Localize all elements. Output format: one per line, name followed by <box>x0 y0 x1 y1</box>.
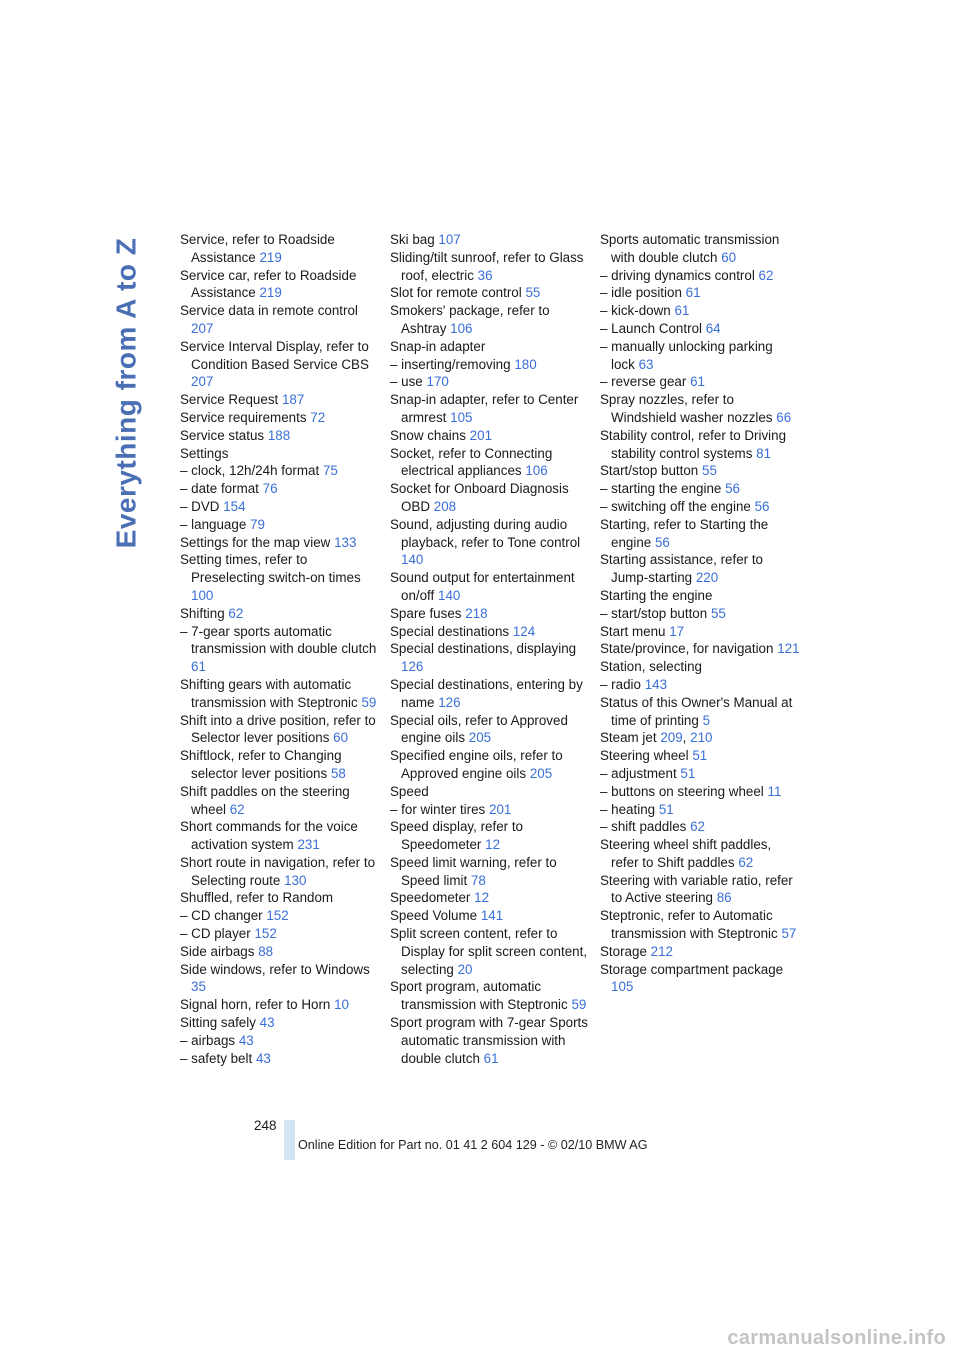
page-reference-link[interactable]: 201 <box>469 427 493 443</box>
index-entry-text: Service status <box>180 427 265 443</box>
page-reference-link[interactable]: 88 <box>258 943 274 959</box>
index-entry <box>180 498 380 516</box>
index-entry-text: – reverse gear <box>600 374 687 390</box>
index-entry <box>390 302 590 338</box>
index-entry <box>600 783 800 801</box>
index-entry <box>390 391 590 427</box>
page-reference-link[interactable]: 180 <box>514 356 537 372</box>
index-entry <box>600 747 800 765</box>
index-entry-text: Sport program, automatic transmission with Steptronic <box>390 979 568 1013</box>
index-entry <box>180 889 380 907</box>
index-entry <box>180 231 380 267</box>
index-entry <box>390 249 590 285</box>
index-entry <box>600 391 800 427</box>
index-entry-text: – adjustment <box>600 765 677 781</box>
index-entry-text: Special destinations <box>390 623 510 639</box>
page-reference-link[interactable]: 121 <box>777 641 800 657</box>
index-entry <box>390 516 590 569</box>
index-entry <box>390 640 590 676</box>
page-reference-link[interactable]: 207 <box>191 320 214 336</box>
index-entry-text: Sound output for entertainment on/off <box>390 570 575 603</box>
index-entry-text: Shuffled, refer to Random <box>180 890 334 906</box>
chapter-side-title-text: Everything from A to Z <box>110 237 141 549</box>
page-reference-link[interactable]: 231 <box>297 837 320 853</box>
index-entry-text: Special oils, refer to Approved engine oils <box>390 712 568 746</box>
index-entry <box>600 605 800 623</box>
page-reference-link[interactable]: 60 <box>333 730 349 746</box>
page-reference-link[interactable]: 51 <box>692 748 708 764</box>
index-entry <box>180 516 380 534</box>
index-entry <box>180 1050 380 1068</box>
page-reference-link[interactable]: 72 <box>310 409 326 425</box>
index-entry <box>180 391 380 409</box>
page-reference-link[interactable]: 106 <box>450 320 473 336</box>
page-reference-link[interactable]: 219 <box>259 249 282 265</box>
index-entry <box>180 302 380 338</box>
index-entry <box>390 1014 590 1067</box>
index-entry-text: Starting, refer to Starting the engine <box>600 516 769 550</box>
index-entry <box>600 943 800 961</box>
index-entry-text: – use <box>390 374 423 390</box>
index-entry <box>390 373 590 391</box>
page-reference-link[interactable]: 201 <box>489 801 512 817</box>
index-entry-text: Service, refer to Roadside Assistance <box>180 232 335 265</box>
index-entry <box>180 480 380 498</box>
watermark: carmanualsonline.info <box>727 1327 946 1349</box>
index-entry <box>180 338 380 391</box>
index-entry-text: – Launch Control <box>600 320 702 336</box>
page-reference-link[interactable]: 154 <box>223 498 246 514</box>
index-entry <box>180 1014 380 1032</box>
index-entry-text: – shift paddles <box>600 819 687 835</box>
page-reference-link[interactable]: 152 <box>266 908 289 924</box>
page-reference-link[interactable]: 141 <box>480 908 504 924</box>
page-reference-link[interactable]: 36 <box>477 267 493 283</box>
index-entry-text: Storage <box>600 943 647 959</box>
page-reference-link[interactable]: 59 <box>361 694 377 710</box>
page-reference-link[interactable]: 187 <box>281 392 305 408</box>
index-entry <box>180 712 380 748</box>
page-reference-link[interactable]: 210 <box>690 730 713 746</box>
index-entry-text: Slot for remote control <box>390 285 522 301</box>
index-entry <box>180 409 380 427</box>
index-entry <box>600 872 800 908</box>
page-reference-link[interactable]: 124 <box>512 623 536 639</box>
index-entry-text: Station, selecting <box>600 659 702 675</box>
page-reference-link[interactable]: 51 <box>680 765 696 781</box>
index-entry-text: Sports automatic transmission with double clutch <box>600 232 780 265</box>
page-reference-link[interactable]: 81 <box>756 445 772 461</box>
index-entry <box>600 587 800 605</box>
index-entry-text: Start/stop button <box>600 463 699 479</box>
index-entry <box>180 943 380 961</box>
index-entry-text: Steering with variable ratio, refer to Active steering <box>600 872 793 906</box>
index-entry <box>600 231 800 267</box>
index-entry-text: – for winter tires <box>390 801 486 817</box>
index-entry <box>180 623 380 676</box>
page-reference-link[interactable]: 220 <box>695 570 719 586</box>
chapter-side-title <box>104 228 148 558</box>
index-entry-text: Steering wheel shift paddles, refer to Shift paddles <box>600 837 772 870</box>
index-entry-text: Settings for the map view <box>180 534 331 550</box>
page-reference-link[interactable]: 219 <box>259 285 282 301</box>
index-entry <box>600 801 800 819</box>
page-reference-link[interactable]: 60 <box>721 249 737 265</box>
page-reference-link[interactable]: 75 <box>322 463 338 479</box>
index-entry-text: Snow chains <box>390 427 466 443</box>
index-entry-text: Special destinations, displaying <box>390 641 577 657</box>
index-entry <box>600 302 800 320</box>
page-reference-link[interactable]: 76 <box>262 481 278 497</box>
page-reference-link[interactable]: 35 <box>191 979 206 995</box>
page-reference-link[interactable]: 10 <box>334 997 349 1013</box>
index-entry <box>600 462 800 480</box>
index-entry-text: – airbags <box>180 1032 236 1048</box>
page-reference-link[interactable]: 208 <box>433 498 457 514</box>
index-entry <box>390 231 590 249</box>
page-reference-link[interactable]: 5 <box>702 712 711 728</box>
index-entry <box>390 978 590 1014</box>
index-entry-text: Steering wheel <box>600 748 689 764</box>
index-entry <box>180 783 380 819</box>
index-entry-text: Setting times, refer to Preselecting switch-on times <box>180 552 361 586</box>
index-entry-text: Socket, refer to Connecting electrical appliances <box>390 445 553 479</box>
index-entry <box>390 445 590 481</box>
page-reference-link[interactable]: 62 <box>738 854 754 870</box>
index-entry <box>600 338 800 374</box>
page-number: 248 <box>254 1118 277 1133</box>
page-reference-link[interactable]: 79 <box>250 516 265 532</box>
index-entry <box>600 623 800 641</box>
index-entry <box>600 427 800 463</box>
index-entry-text: Speed <box>390 783 429 799</box>
index-entry-text: Starting the engine <box>600 587 713 603</box>
index-entry-text: Service Request <box>180 392 279 408</box>
index-entry-text: Special destinations, entering by name <box>390 676 583 710</box>
page-reference-link[interactable]: 59 <box>571 997 587 1013</box>
index-entry-text: – switching off the engine <box>600 498 751 514</box>
page-reference-link[interactable]: 55 <box>710 605 726 621</box>
index-entry <box>180 462 380 480</box>
index-entry-text: Speedometer <box>390 890 471 906</box>
index-entry <box>180 925 380 943</box>
index-entry-text: Snap-in adapter, refer to Center armrest <box>390 392 579 425</box>
index-entry-text: Side windows, refer to Windows <box>180 961 370 977</box>
index-entry-text: Ski bag <box>390 232 435 247</box>
index-entry <box>180 961 380 997</box>
page-reference-link[interactable]: 62 <box>229 801 245 817</box>
page-reference-link[interactable]: 56 <box>754 498 770 514</box>
index-entry <box>180 747 380 783</box>
index-entry-text: – buttons on steering wheel <box>600 783 764 799</box>
page-reference-link[interactable]: 43 <box>238 1032 254 1048</box>
index-entry <box>180 267 380 303</box>
index-entry-text: Smokers' package, refer to Ashtray <box>390 303 550 336</box>
index-entry-text: – radio <box>600 676 641 692</box>
page-reference-link[interactable]: 62 <box>228 605 244 621</box>
index-entry <box>600 765 800 783</box>
index-entry-text: Specified engine oils, refer to Approved engine oils <box>390 748 563 781</box>
index-entry <box>390 818 590 854</box>
index-entry <box>390 676 590 712</box>
index-entry-text: Steam jet <box>600 730 657 746</box>
index-entry <box>180 818 380 854</box>
page-reference-link[interactable]: 64 <box>705 320 721 336</box>
page-reference-link[interactable]: 61 <box>483 1050 499 1066</box>
index-entry-text: Short route in navigation, refer to Selecting route <box>180 854 376 888</box>
page-reference-link[interactable]: 61 <box>685 285 701 301</box>
index-column-1 <box>180 231 380 1067</box>
index-column-2 <box>390 231 590 1067</box>
index-entry-text: Stability control, refer to Driving stability control systems <box>600 427 787 461</box>
index-entry-text: Shifting <box>180 605 225 621</box>
page-reference-link[interactable]: 55 <box>525 285 541 301</box>
page-reference-link[interactable]: 218 <box>465 605 488 621</box>
index-entry-text: Speed display, refer to Speedometer <box>390 819 523 853</box>
page-reference-link[interactable]: 105 <box>611 979 634 995</box>
index-entry <box>600 961 800 997</box>
index-entry-text: Shifting gears with automatic transmission with Steptronic <box>180 676 358 710</box>
index-entry <box>390 925 590 978</box>
page-reference-link[interactable]: 86 <box>716 890 732 906</box>
index-entry-text: Socket for Onboard Diagnosis OBD <box>390 481 569 514</box>
index-entry <box>390 907 590 925</box>
page-reference-link[interactable]: 43 <box>255 1050 271 1066</box>
index-entry-text: – safety belt <box>180 1050 253 1066</box>
index-entry-text: – start/stop button <box>600 605 708 621</box>
index-entry <box>180 534 380 552</box>
page-reference-link[interactable]: 51 <box>658 801 674 817</box>
index-entry-text: Shift into a drive position, refer to Selector lever positions <box>180 712 376 746</box>
index-entry <box>390 605 590 623</box>
page-reference-link[interactable]: 170 <box>426 374 449 390</box>
index-entry-text: Starting assistance, refer to Jump-starting <box>600 552 763 586</box>
index-entry <box>600 267 800 285</box>
index-entry-text: – starting the engine <box>600 481 722 497</box>
index-entry <box>600 284 800 302</box>
page-reference-link[interactable]: 12 <box>485 837 501 853</box>
page-reference-link[interactable]: 107 <box>438 232 461 247</box>
page-reference-link[interactable]: 126 <box>401 659 424 675</box>
index-entry <box>180 854 380 890</box>
index-entry <box>390 889 590 907</box>
page-reference-link[interactable]: 126 <box>438 694 461 710</box>
index-entry-text: Speed limit warning, refer to Speed limit <box>390 854 557 888</box>
page-reference-link[interactable]: 57 <box>781 926 797 942</box>
page-reference-link[interactable]: 63 <box>638 356 654 372</box>
index-entry-text: Shiftlock, refer to Changing selector lever positions <box>180 748 342 781</box>
index-entry <box>390 480 590 516</box>
page-reference-link[interactable]: 12 <box>474 890 490 906</box>
page-reference-link[interactable]: 56 <box>654 534 670 550</box>
index-entry-text: Split screen content, refer to Display for split screen content, selecting <box>390 926 588 977</box>
page-reference-link[interactable]: 143 <box>644 676 668 692</box>
index-entry-text: – 7-gear sports automatic transmission with double clutch <box>180 623 377 657</box>
page-reference-link[interactable]: 130 <box>284 872 307 888</box>
index-entry <box>180 427 380 445</box>
index-entry <box>390 747 590 783</box>
page-reference-link[interactable]: 133 <box>334 534 357 550</box>
index-entry-text: – CD player <box>180 926 251 942</box>
index-entry <box>600 480 800 498</box>
page-reference-link[interactable]: 66 <box>776 409 792 425</box>
index-entry <box>600 836 800 872</box>
index-entry-text: Sound, adjusting during audio playback, refer to Tone control <box>390 516 581 550</box>
index-entry-text: Sport program with 7-gear Sports automatic transmission with double clutch <box>390 1015 588 1066</box>
index-entry-text: Service requirements <box>180 409 307 425</box>
index-entry <box>600 694 800 730</box>
index-entry <box>180 551 380 604</box>
page-reference-link[interactable]: 205 <box>529 765 553 781</box>
index-entry-text: Status of this Owner's Manual at time of printing <box>600 694 793 728</box>
page-reference-link[interactable]: 105 <box>450 409 473 425</box>
page-reference-link[interactable]: 209 <box>660 730 683 746</box>
index-entry-text: – CD changer <box>180 908 263 924</box>
page-reference-link[interactable]: 58 <box>330 765 346 781</box>
page-reference-link[interactable]: 100 <box>191 587 214 603</box>
page-reference-link[interactable]: 20 <box>457 961 473 977</box>
index-entry-text: Steptronic, refer to Automatic transmission with Steptronic <box>600 908 778 942</box>
index-entry-text: – manually unlocking parking lock <box>600 338 773 372</box>
page-reference-link[interactable]: 61 <box>674 303 690 319</box>
index-entry <box>600 676 800 694</box>
page-reference-link[interactable]: 212 <box>650 943 673 959</box>
index-entry <box>180 676 380 712</box>
page-reference-link[interactable]: 140 <box>401 552 424 568</box>
index-entry <box>180 907 380 925</box>
index-entry <box>390 801 590 819</box>
index-entry-text: – date format <box>180 481 259 497</box>
index-entry <box>390 356 590 374</box>
page-reference-link[interactable]: 61 <box>191 659 206 675</box>
index-entry <box>390 569 590 605</box>
index-entry-text: – idle position <box>600 285 682 301</box>
index-entry <box>390 284 590 302</box>
index-entry <box>180 996 380 1014</box>
index-entry-text: Start menu <box>600 623 666 639</box>
index-column-3 <box>600 231 800 996</box>
index-entry <box>180 445 380 463</box>
index-entry-text: Storage compartment package <box>600 961 784 977</box>
index-entry-text: Spray nozzles, refer to Windshield washer nozzles <box>600 392 773 425</box>
index-entry-text: – DVD <box>180 498 220 514</box>
index-entry-text: Service data in remote control <box>180 303 358 319</box>
index-entry <box>180 1032 380 1050</box>
page-reference-link[interactable]: 62 <box>690 819 705 835</box>
index-entry <box>600 551 800 587</box>
index-entry-text: Settings <box>180 445 229 461</box>
index-entry-text: Service car, refer to Roadside Assistance <box>180 267 357 301</box>
page-reference-link[interactable]: 11 <box>767 783 782 799</box>
index-entry <box>390 712 590 748</box>
page-reference-link[interactable]: 61 <box>690 374 705 390</box>
index-entry <box>600 516 800 552</box>
index-entry-text: Sitting safely <box>180 1015 256 1031</box>
index-entry-text: Service Interval Display, refer to Condition Based Service CBS <box>180 338 369 372</box>
index-entry <box>390 338 590 356</box>
index-entry-text: Shift paddles on the steering wheel <box>180 783 350 817</box>
index-entry-text: – driving dynamics control <box>600 267 755 283</box>
index-entry <box>600 320 800 338</box>
footer-accent-bar <box>284 1120 295 1160</box>
index-entry <box>600 640 800 658</box>
index-entry-text: Sliding/tilt sunroof, refer to Glass roof, electric <box>390 249 584 283</box>
index-entry <box>600 818 800 836</box>
index-entry <box>390 783 590 801</box>
page-reference-link[interactable]: 188 <box>267 427 291 443</box>
index-entry <box>390 427 590 445</box>
index-entry-text: – kick-down <box>600 303 671 319</box>
index-entry <box>600 498 800 516</box>
page-reference-link[interactable]: 106 <box>525 463 548 479</box>
page-reference-link[interactable]: 43 <box>259 1015 275 1031</box>
index-entry-text: Signal horn, refer to Horn <box>180 997 331 1013</box>
index-entry-text: – inserting/removing <box>390 356 511 372</box>
index-entry-text: – heating <box>600 801 656 817</box>
index-entry-text: Side airbags <box>180 943 255 959</box>
page-reference-link[interactable]: 205 <box>468 730 492 746</box>
page-reference-link[interactable]: 55 <box>702 463 717 479</box>
footer-edition-note: Online Edition for Part no. 01 41 2 604 129 - © 02/10 BMW AG <box>298 1138 648 1152</box>
index-entry-text: – clock, 12h/24h format <box>180 463 320 479</box>
page-reference-link[interactable]: 17 <box>669 623 685 639</box>
page-reference-link[interactable]: 140 <box>438 587 461 603</box>
page-reference-link[interactable]: 56 <box>725 481 740 497</box>
index-entry <box>390 623 590 641</box>
index-entry-text: Short commands for the voice activation system <box>180 819 358 853</box>
page-reference-link[interactable]: 207 <box>191 374 214 390</box>
index-entry: Steam jet 209, 210 <box>600 730 713 746</box>
index-entry-text: Spare fuses <box>390 605 462 621</box>
index-entry <box>600 373 800 391</box>
index-entry-text: State/province, for navigation <box>600 641 774 657</box>
index-entry <box>600 907 800 943</box>
index-entry-text: Speed Volume <box>390 908 478 924</box>
page-reference-link[interactable]: 62 <box>758 267 774 283</box>
index-entry-text: Snap-in adapter <box>390 338 486 354</box>
index-entry <box>390 854 590 890</box>
page-reference-link[interactable]: 78 <box>470 872 486 888</box>
index-entry <box>180 605 380 623</box>
page-reference-link[interactable]: 152 <box>254 926 277 942</box>
index-entry <box>600 658 800 676</box>
index-entry-text: – language <box>180 516 247 532</box>
